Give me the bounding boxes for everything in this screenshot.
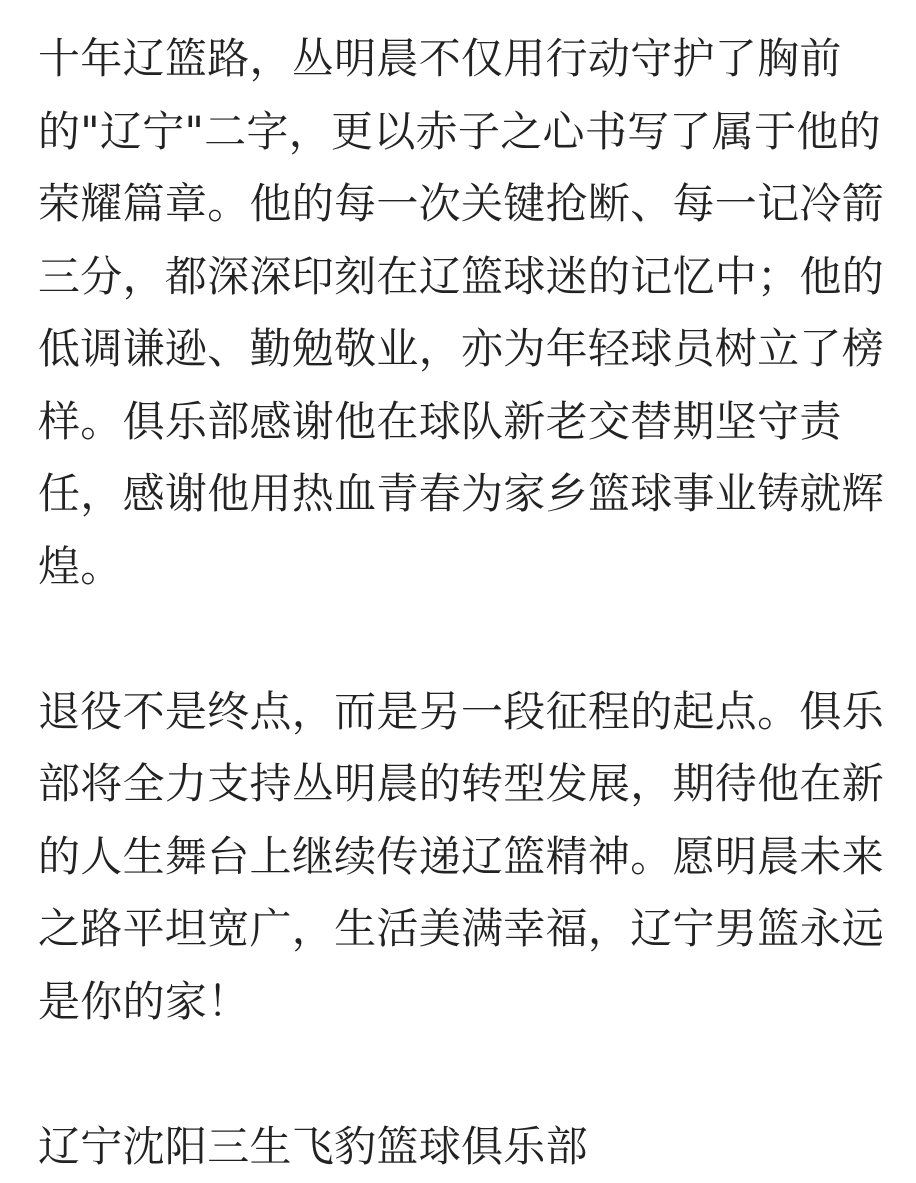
text-line: 退役不是终点，而是另一段征程的起点。俱乐 bbox=[38, 676, 878, 749]
text-line: 样。俱乐部感谢他在球队新老交替期坚守责 bbox=[38, 386, 878, 459]
text-line: 部将全力支持丛明晨的转型发展，期待他在新 bbox=[38, 748, 878, 821]
paragraph-spacer bbox=[38, 603, 878, 676]
text-line: 之路平坦宽广，生活美满幸福，辽宁男篮永远 bbox=[38, 893, 878, 966]
paragraph-spacer bbox=[38, 1038, 878, 1111]
article-body bbox=[38, 23, 878, 1183]
text-line: 的"辽宁"二字，更以赤子之心书写了属于他的 bbox=[38, 96, 878, 169]
text-line: 低调谦逊、勤勉敬业，亦为年轻球员树立了榜 bbox=[38, 313, 878, 386]
paragraph-tribute bbox=[38, 23, 878, 603]
text-line: 任，感谢他用热血青春为家乡篮球事业铸就辉 bbox=[38, 458, 878, 531]
paragraph-farewell bbox=[38, 676, 878, 1039]
text-line: 是你的家！ bbox=[38, 966, 878, 1039]
paragraph-signature bbox=[38, 1111, 878, 1183]
text-line: 煌。 bbox=[38, 531, 878, 604]
text-line: 荣耀篇章。他的每一次关键抢断、每一记冷箭 bbox=[38, 168, 878, 241]
text-line: 的人生舞台上继续传递辽篮精神。愿明晨未来 bbox=[38, 821, 878, 894]
club-signature: 辽宁沈阳三生飞豹篮球俱乐部 bbox=[38, 1111, 878, 1183]
text-line: 三分，都深深印刻在辽篮球迷的记忆中；他的 bbox=[38, 241, 878, 314]
text-line: 十年辽篮路，丛明晨不仅用行动守护了胸前 bbox=[38, 23, 878, 96]
